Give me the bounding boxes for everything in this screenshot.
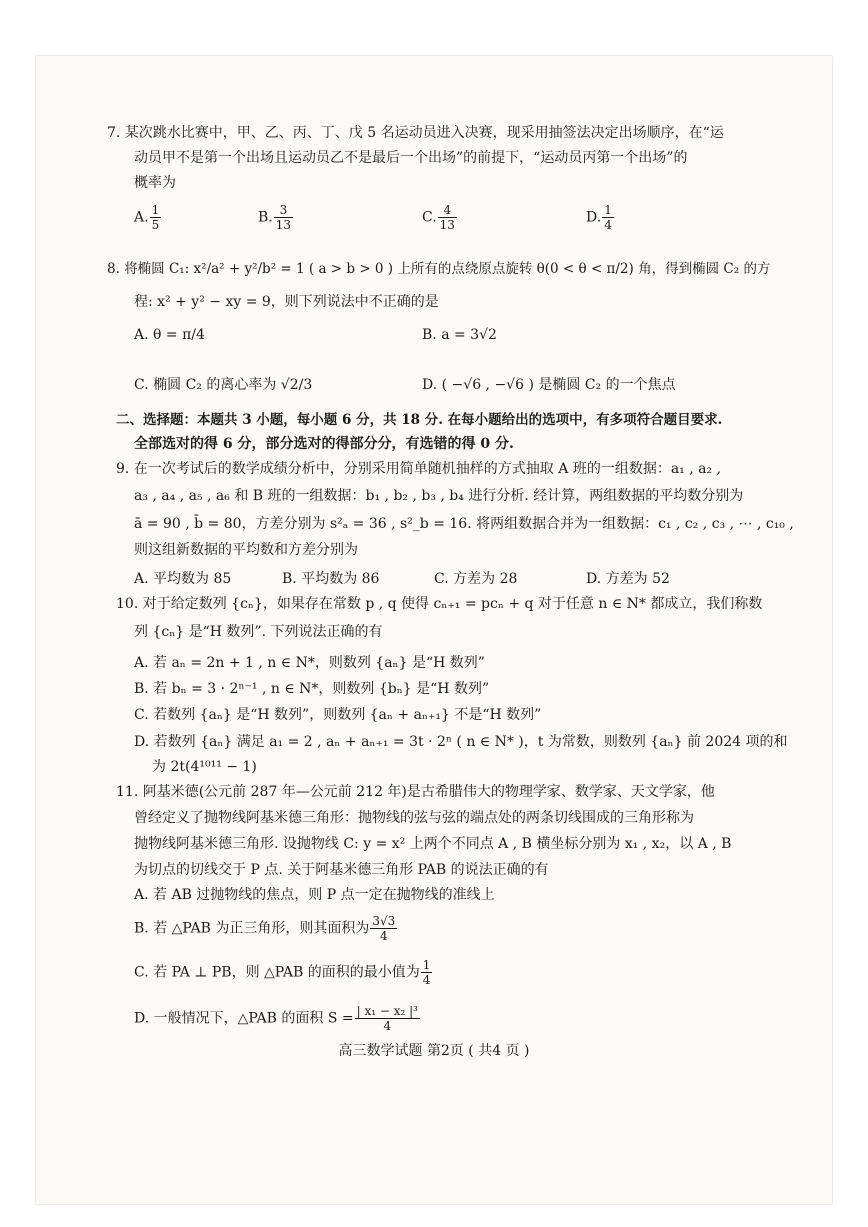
q10-option-d-line2: 为 2t(4¹⁰¹¹ − 1) <box>152 759 257 775</box>
q11-line4: 为切点的切线交于 P 点. 关于阿基米德三角形 PAB 的说法正确的有 <box>134 862 549 878</box>
q9-option-b: B. 平均数为 86 <box>282 571 380 587</box>
q11-line1: 11. 阿基米德(公元前 287 年—公元前 212 年)是古希腊伟大的物理学家、数学家、天文学家，他 <box>116 784 715 800</box>
q10-option-c: C. 若数列 {aₙ} 是“H 数列”，则数列 {aₙ + aₙ₊₁} 不是“H 数列” <box>134 707 542 723</box>
q8-option-d: D. ( −√6 , −√6 ) 是椭圆 C₂ 的一个焦点 <box>422 377 676 393</box>
q11-option-c: C. 若 PA ⊥ PB，则 △PAB 的面积的最小值为 $\frac{1}{4}$ <box>134 958 431 987</box>
q10-line1: 10. 对于给定数列 {cₙ}，如果存在常数 p , q 使得 cₙ₊₁ = pcₙ + q 对于任意 n ∈ N* 都成立，我们称数 <box>116 596 763 612</box>
q9-line2: a₃ , a₄ , a₅ , a₆ 和 B 班的一组数据：b₁ , b₂ , b₃ , b₄ 进行分析. 经计算，两组数据的平均数分别为 <box>134 488 744 504</box>
q11-option-a: A. 若 AB 过抛物线的焦点，则 P 点一定在抛物线的准线上 <box>134 887 495 903</box>
q10-line2: 列 {cₙ} 是“H 数列”. 下列说法正确的有 <box>134 624 383 640</box>
q11-option-b: B. 若 △PAB 为正三角形，则其面积为 $\frac{3√3}{4}$ <box>134 914 396 943</box>
q9-option-d: D. 方差为 52 <box>586 571 670 587</box>
q9-line4: 则这组新数据的平均数和方差分别为 <box>134 542 358 558</box>
q7-option-c: C. $\frac{4}{13}$ <box>422 203 455 232</box>
page-footer: 高三数学试题 第2页 ( 共4 页 ) <box>338 1043 530 1059</box>
q7-line1: 7. 某次跳水比赛中，甲、乙、丙、丁、戊 5 名运动员进入决赛，现采用抽签法决定出场顺序，在“运 <box>107 125 724 141</box>
q7-line3: 概率为 <box>134 175 176 191</box>
q8-option-a: A. θ = π/4 <box>134 327 205 343</box>
q8-line2: 程: x² + y² − xy = 9，则下列说法中不正确的是 <box>134 294 439 310</box>
q8-option-c: C. 椭圆 C₂ 的离心率为 √2/3 <box>134 377 313 393</box>
q9-line1: 9. 在一次考试后的数学成绩分析中，分别采用简单随机抽样的方式抽取 A 班的一组数据：a₁ , a₂ , <box>116 461 721 477</box>
q7-option-a: A. $\frac{1}{5}$ <box>134 203 160 232</box>
q10-option-d-line1: D. 若数列 {aₙ} 满足 a₁ = 2 , aₙ + aₙ₊₁ = 3t · 2ⁿ ( n ∈ N* )，t 为常数，则数列 {aₙ} 前 2024 项的和 <box>134 734 788 750</box>
q10-option-a: A. 若 aₙ = 2n + 1 , n ∈ N*，则数列 {aₙ} 是“H 数列” <box>134 655 485 671</box>
q9-option-c: C. 方差为 28 <box>434 571 518 587</box>
q7-option-d: D. $\frac{1}{4}$ <box>586 203 612 232</box>
section-2-heading: 二、选择题：本题共 3 小题，每小题 6 分，共 18 分. 在每小题给出的选项中，有多项符合题目要求. <box>116 412 723 428</box>
q11-line3: 抛物线阿基米德三角形. 设抛物线 C: y = x² 上两个不同点 A , B 横坐标分别为 x₁ , x₂，以 A , B <box>134 836 732 852</box>
q7-option-b: B. $\frac{3}{13}$ <box>258 203 292 232</box>
q9-line3: ā = 90 , b̄ = 80，方差分别为 s²ₐ = 36 , s²_b = 16. 将两组数据合并为一组数据：c₁ , c₂ , c₃ , ⋯ , c₁₀ , <box>134 516 794 532</box>
q10-option-b: B. 若 bₙ = 3 · 2ⁿ⁻¹ , n ∈ N*，则数列 {bₙ} 是“H 数列” <box>134 681 490 697</box>
q11-line2: 曾经定义了抛物线阿基米德三角形：抛物线的弦与弦的端点处的两条切线围成的三角形称为 <box>134 810 694 826</box>
q9-option-a: A. 平均数为 85 <box>134 571 232 587</box>
q8-option-b: B. a = 3√2 <box>422 327 497 343</box>
q8-line1: 8. 将椭圆 C₁: x²/a² + y²/b² = 1 ( a > b > 0 ) 上所有的点绕原点旋转 θ(0 < θ < π/2) 角，得到椭圆 C₂ 的方 <box>107 261 771 277</box>
q7-line2: 动员甲不是第一个出场且运动员乙不是最后一个出场”的前提下，“运动员丙第一个出场”的 <box>134 150 688 166</box>
section-2-instructions: 全部选对的得 6 分，部分选对的得部分分，有选错的得 0 分. <box>134 436 514 452</box>
q11-option-d: D. 一般情况下，△PAB 的面积 S = $\frac{\text{| x₁ − x₂ |³}}{4}$ <box>134 1004 418 1033</box>
